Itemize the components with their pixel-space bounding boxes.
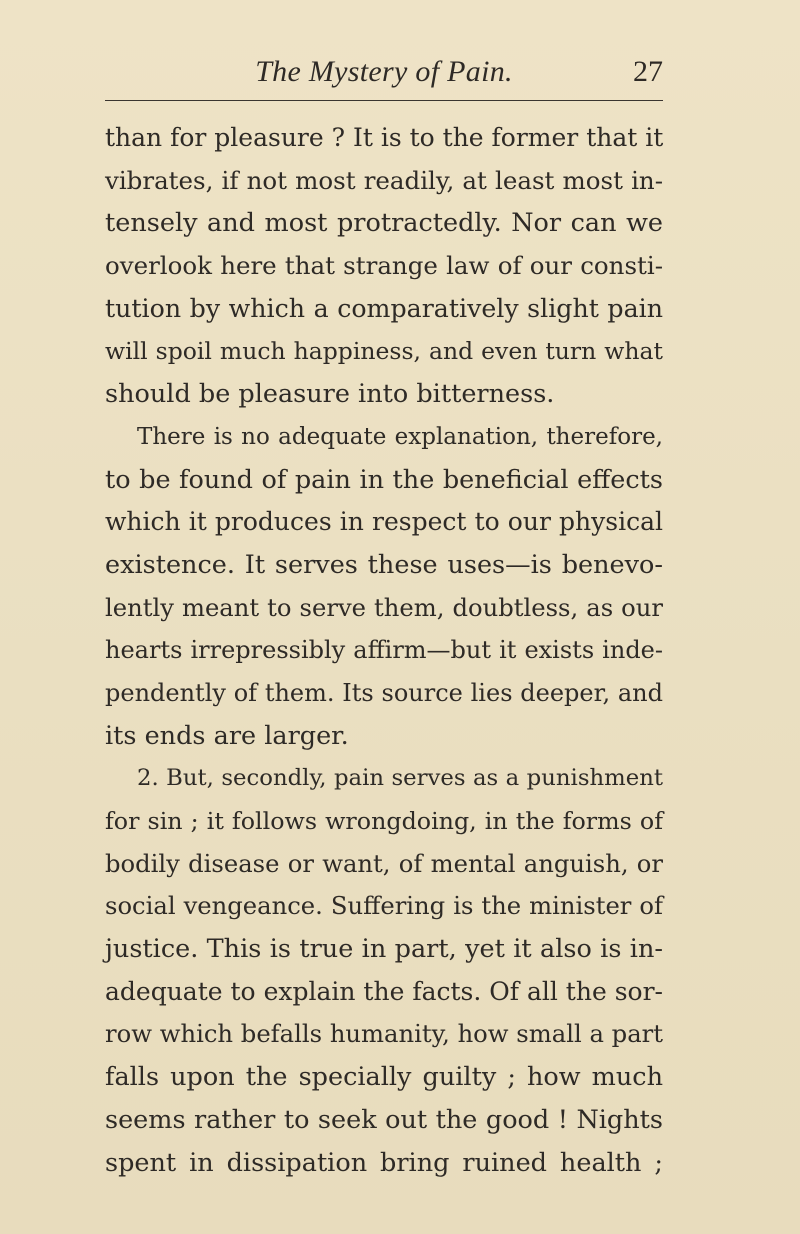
text-line: justice. This is true in part, yet it also is in-: [105, 934, 663, 965]
text-line: lently meant to serve them, doubtless, as our: [105, 592, 663, 622]
text-line: tution by which a comparatively slight pain: [105, 293, 663, 323]
body-text: [105, 117, 663, 1184]
text-line: row which befalls humanity, how small a part: [105, 1019, 663, 1049]
text-line: There is no adequate explanation, therefore,: [137, 423, 663, 450]
page-number: 27: [633, 55, 663, 88]
text-line: hearts irrepressibly affirm—but it exists inde-: [105, 636, 663, 665]
text-line: for sin ; it follows wrongdoing, in the forms of: [105, 807, 663, 835]
text-line: falls upon the specially guilty ; how much: [105, 1062, 663, 1093]
text-line: adequate to explain the facts. Of all the sor-: [105, 976, 663, 1006]
text-line: pendently of them. Its source lies deeper, and: [105, 678, 663, 707]
text-line: its ends are larger.: [105, 720, 349, 751]
running-head: [105, 50, 663, 94]
text-line: vibrates, if not most readily, at least most in-: [105, 165, 663, 195]
header-rule: [105, 100, 663, 101]
text-line: which it produces in respect to our physical: [105, 507, 663, 537]
text-line: overlook here that strange law of our consti-: [105, 251, 663, 281]
text-line: will spoil much happiness, and even turn what: [105, 337, 663, 366]
text-line: bodily disease or want, of mental anguish, or: [105, 848, 663, 878]
text-line: to be found of pain in the beneficial effects: [105, 464, 663, 495]
text-line: seems rather to seek out the good ! Nights: [105, 1104, 663, 1135]
text-line: than for pleasure ? It is to the former that it: [105, 123, 664, 152]
text-line: tensely and most protractedly. Nor can we: [105, 208, 663, 239]
running-title: The Mystery of Pain.: [255, 55, 513, 88]
text-line: 2. But, secondly, pain serves as a punishment: [137, 765, 663, 792]
text-line: existence. It serves these uses—is benevo-: [105, 549, 663, 580]
text-line: spent in dissipation bring ruined health ;: [105, 1147, 663, 1178]
text-line: should be pleasure into bitterness.: [105, 379, 555, 410]
text-line: social vengeance. Suffering is the minister of: [105, 891, 663, 921]
